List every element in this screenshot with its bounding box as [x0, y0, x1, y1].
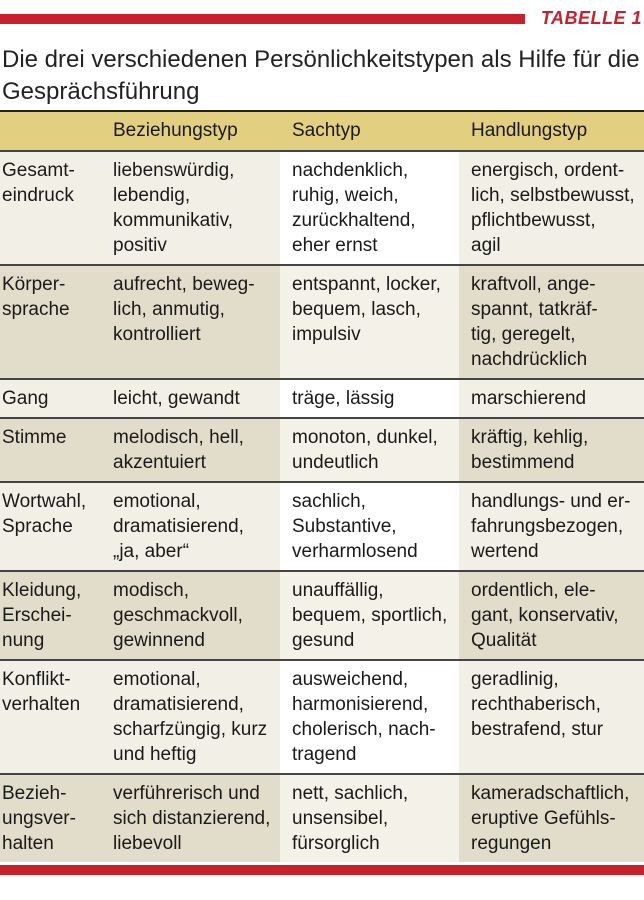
table-cell-text: leicht, gewandt	[113, 388, 240, 409]
table-cell	[101, 151, 280, 265]
table-cell	[101, 265, 280, 379]
bottom-accent-bar	[0, 865, 644, 875]
table-cell	[101, 774, 280, 862]
table-cell	[280, 151, 459, 265]
table-cell-text: emotional, dramatisierend, „ja, aber“	[113, 491, 244, 562]
table-cell	[280, 379, 459, 418]
row-label	[0, 774, 101, 862]
table-cell-text: kameradschaftlich, eruptive Gefühls- regungen	[471, 783, 630, 854]
table-row	[0, 482, 644, 571]
table-cell-text: handlungs- und er- fahrungsbezogen, wertend	[471, 491, 631, 562]
row-label	[0, 660, 101, 774]
table-cell-text: kraftvoll, ange- spannt, tatkräf- tig, geregelt, nachdrücklich	[471, 274, 598, 370]
column-header-sachtyp: Sachtyp	[280, 111, 459, 151]
row-label-text: Konflikt- verhalten	[2, 669, 81, 715]
table-cell	[459, 774, 644, 862]
table-cell	[280, 571, 459, 660]
table-cell-text: geradlinig, rechthaberisch, bestrafend, stur	[471, 669, 604, 740]
column-header	[0, 111, 101, 151]
table-cell-text: kräftig, kehlig, bestimmend	[471, 427, 589, 473]
table-cell	[101, 660, 280, 774]
row-label	[0, 571, 101, 660]
table-cell	[101, 571, 280, 660]
column-header-beziehungstyp: Beziehungstyp	[101, 111, 280, 151]
table-cell-text: modisch, geschmackvoll, gewinnend	[113, 580, 243, 651]
table-cell	[280, 265, 459, 379]
table-cell-text: entspannt, locker, bequem, lasch, impulsiv	[292, 274, 441, 345]
table-row	[0, 571, 644, 660]
row-label-text: Kleidung, Erschei- nung	[2, 580, 82, 651]
table-cell	[459, 482, 644, 571]
table-cell-text: monoton, dunkel, undeutlich	[292, 427, 438, 473]
row-label	[0, 418, 101, 482]
row-label	[0, 151, 101, 265]
row-label-text: Bezieh- ungsver- halten	[2, 783, 76, 854]
personality-types-table	[0, 110, 644, 862]
table-cell-text: emotional, dramatisierend, scharfzüngig, kurz und heftig	[113, 669, 268, 765]
table-cell	[280, 774, 459, 862]
row-label	[0, 379, 101, 418]
row-label-text: Stimme	[2, 427, 67, 448]
table-cell-text: verführerisch und sich distanzierend, liebevoll	[113, 783, 271, 854]
table-cell	[280, 660, 459, 774]
table-cell-text: träge, lässig	[292, 388, 395, 409]
table-cell-text: sachlich, Substantive, verharmlosend	[292, 491, 418, 562]
row-label-text: Körper- sprache	[2, 274, 70, 320]
table-cell	[459, 151, 644, 265]
table-cell	[459, 660, 644, 774]
column-header-handlungstyp: Handlungstyp	[459, 111, 644, 151]
table-cell-text: aufrecht, beweg- lich, anmutig, kontrolliert	[113, 274, 255, 345]
table-row	[0, 660, 644, 774]
table-row	[0, 265, 644, 379]
table-tag: TABELLE 1	[540, 8, 642, 28]
table-cell	[280, 418, 459, 482]
table-cell-text: nachdenklich, ruhig, weich, zurückhaltend, eher ernst	[292, 160, 416, 256]
row-label	[0, 265, 101, 379]
table-cell-text: unauffällig, bequem, sportlich, gesund	[292, 580, 448, 651]
table-cell-text: liebenswürdig, lebendig, kommunikativ, positiv	[113, 160, 235, 256]
table-row	[0, 151, 644, 265]
table-cell	[459, 418, 644, 482]
table-row	[0, 418, 644, 482]
table-row	[0, 774, 644, 862]
row-label-text: Wortwahl, Sprache	[2, 491, 87, 537]
table-title: Die drei verschiedenen Persönlichkeitstypen als Hilfe für die Gesprächsführung	[2, 46, 640, 105]
table-cell	[101, 379, 280, 418]
table-cell-text: nett, sachlich, unsensibel, fürsorglich	[292, 783, 409, 854]
row-label	[0, 482, 101, 571]
top-accent-bar	[0, 14, 525, 24]
table-cell-text: melodisch, hell, akzentuiert	[113, 427, 244, 473]
table-header-row	[0, 111, 644, 151]
table-cell-text: ordentlich, ele- gant, konservativ, Qualität	[471, 580, 619, 651]
table-row	[0, 379, 644, 418]
table-cell	[459, 265, 644, 379]
table-cell	[101, 482, 280, 571]
row-label-text: Gang	[2, 388, 49, 409]
table-cell	[459, 379, 644, 418]
table-cell	[459, 571, 644, 660]
table-cell-text: marschierend	[471, 388, 587, 409]
table-cell	[101, 418, 280, 482]
row-label-text: Gesamt- eindruck	[2, 160, 75, 206]
table-cell-text: ausweichend, harmonisierend, cholerisch, nach- tragend	[292, 669, 436, 765]
table-cell-text: energisch, ordent- lich, selbstbewusst, pflichtbewusst, agil	[471, 160, 635, 256]
table-cell	[280, 482, 459, 571]
